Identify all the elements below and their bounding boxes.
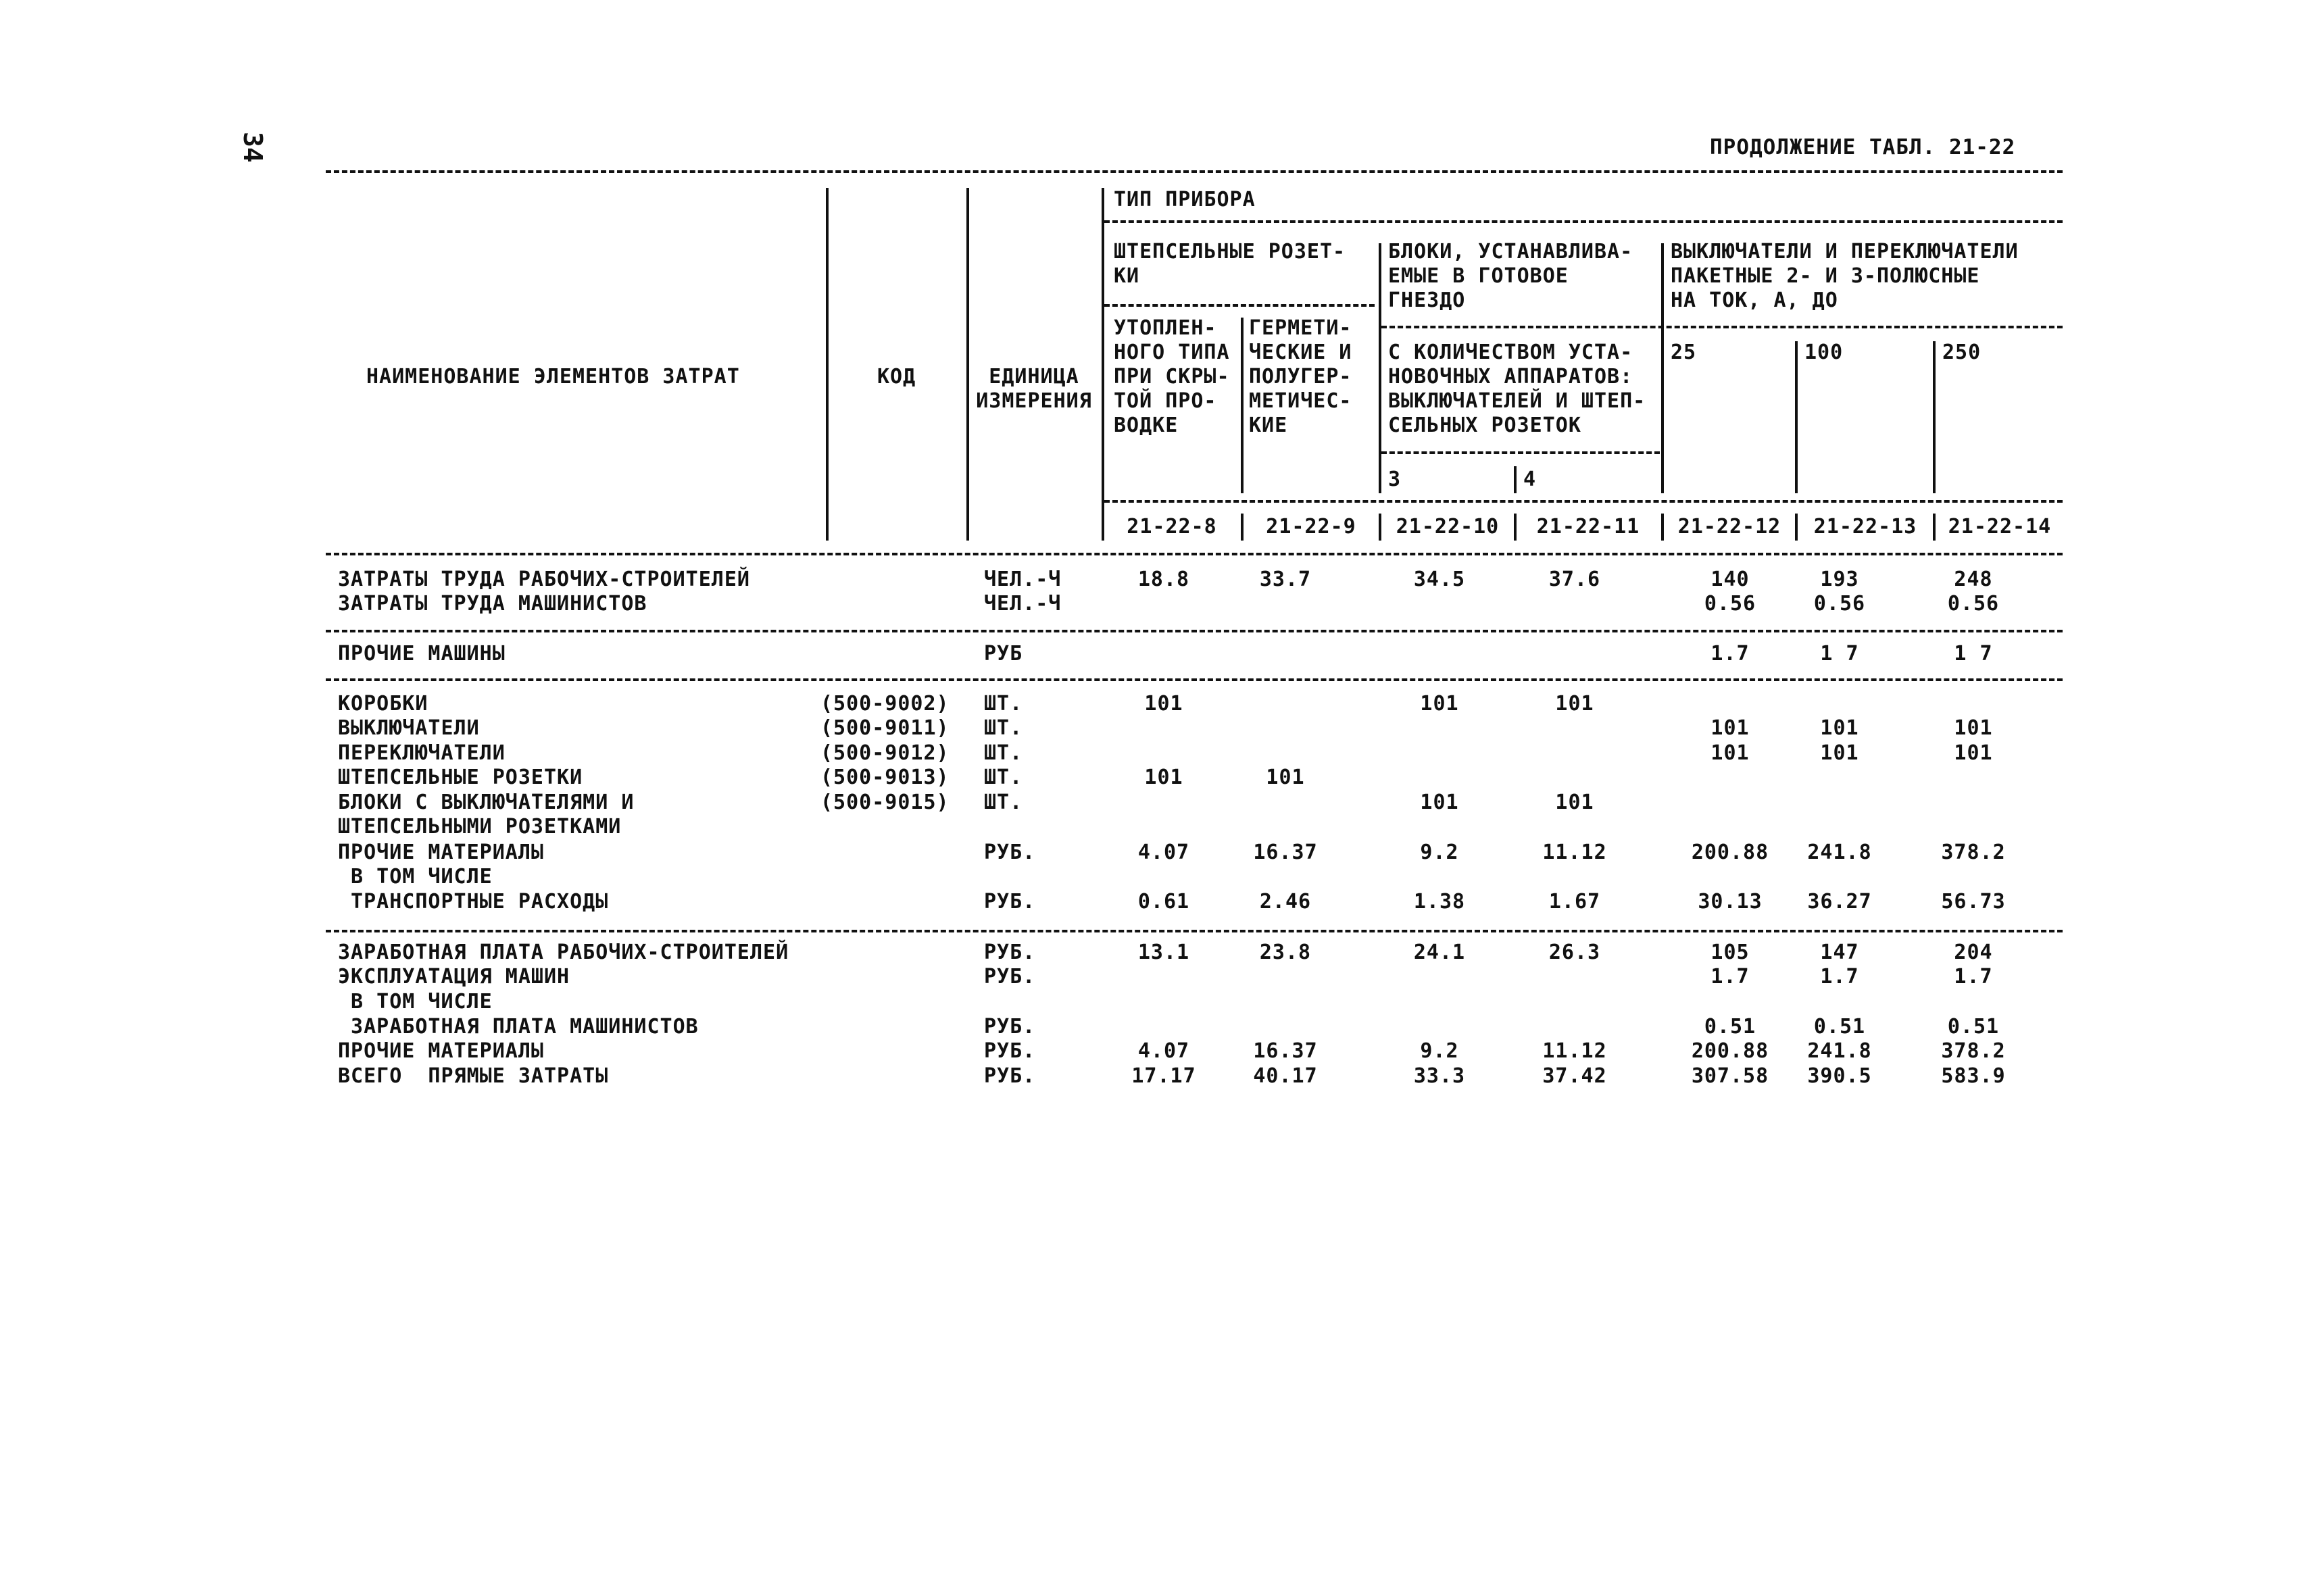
cell-value: 0.56 bbox=[1704, 592, 1756, 616]
row-name: ЗАРАБОТНАЯ ПЛАТА МАШИНИСТОВ bbox=[338, 1015, 699, 1039]
cell-value: 0.51 bbox=[1813, 1015, 1866, 1039]
row-name: ШТЕПСЕЛЬНЫМИ РОЗЕТКАМИ bbox=[338, 815, 622, 839]
cell-value: 1.67 bbox=[1548, 890, 1601, 914]
header-group-a-sub2: ГЕРМЕТИ- bbox=[1249, 316, 1352, 340]
row-unit: ШТ. bbox=[984, 791, 1023, 814]
header-divider bbox=[1241, 318, 1244, 493]
header-group-a: ШТЕПСЕЛЬНЫЕ РОЗЕТ- bbox=[1114, 240, 1346, 264]
row-name: БЛОКИ С ВЫКЛЮЧАТЕЛЯМИ И bbox=[338, 791, 635, 814]
header-group-a-sub2: ПОЛУГЕР- bbox=[1249, 365, 1352, 389]
header-group-c: ПАКЕТНЫЕ 2- И 3-ПОЛЮСНЫЕ bbox=[1671, 264, 1980, 288]
cell-value: 200.88 bbox=[1691, 841, 1769, 864]
cell-value: 16.37 bbox=[1253, 841, 1318, 864]
row-unit: ШТ. bbox=[984, 716, 1023, 740]
header-divider bbox=[1514, 466, 1517, 493]
cell-value: 2.46 bbox=[1259, 890, 1312, 914]
cell-value: 34.5 bbox=[1413, 568, 1466, 591]
cell-value: 11.12 bbox=[1542, 841, 1607, 864]
row-code: (500-9013) bbox=[820, 766, 950, 789]
cell-value: 390.5 bbox=[1807, 1064, 1872, 1088]
header-rule bbox=[1104, 500, 2063, 503]
header-rule bbox=[1104, 304, 1375, 307]
cell-value: 33.3 bbox=[1413, 1064, 1466, 1088]
cell-value: 40.17 bbox=[1253, 1064, 1318, 1088]
cell-value: 9.2 bbox=[1420, 841, 1459, 864]
row-name: ПРОЧИЕ МАТЕРИАЛЫ bbox=[338, 841, 544, 864]
row-name: ВСЕГО ПРЯМЫЕ ЗАТРАТЫ bbox=[338, 1064, 609, 1088]
header-group-b: ЕМЫЕ В ГОТОВОЕ bbox=[1388, 264, 1569, 288]
header-divider bbox=[966, 188, 969, 541]
cell-value: 378.2 bbox=[1941, 1039, 2006, 1063]
row-unit: РУБ. bbox=[984, 890, 1036, 914]
header-group-b-n2: 4 bbox=[1523, 468, 1537, 491]
cell-value: 9.2 bbox=[1420, 1039, 1459, 1063]
header-rule bbox=[1381, 326, 2063, 328]
cell-value: 23.8 bbox=[1259, 941, 1312, 964]
header-group-a-sub1: УТОПЛЕН- bbox=[1114, 316, 1217, 340]
row-unit: ЧЕЛ.-Ч bbox=[984, 592, 1062, 616]
cell-value: 193 bbox=[1820, 568, 1859, 591]
header-unit: ИЗМЕРЕНИЯ bbox=[976, 389, 1092, 413]
cell-value: 33.7 bbox=[1259, 568, 1312, 591]
cell-value: 101 bbox=[1144, 692, 1183, 716]
cell-value: 200.88 bbox=[1691, 1039, 1769, 1063]
row-name: КОРОБКИ bbox=[338, 692, 428, 716]
cell-value: 1 7 bbox=[1954, 642, 1993, 666]
header-group-c-a3: 250 bbox=[1942, 341, 1981, 364]
continuation-title: ПРОДОЛЖЕНИЕ ТАБЛ. 21-22 bbox=[1710, 135, 2016, 159]
col-code: 21-22-12 bbox=[1677, 515, 1781, 539]
cell-value: 1.7 bbox=[1954, 965, 1993, 989]
header-divider bbox=[1661, 243, 1664, 493]
section-rule bbox=[326, 930, 2063, 932]
cell-value: 13.1 bbox=[1137, 941, 1190, 964]
cell-value: 1.7 bbox=[1710, 642, 1750, 666]
header-group-a-sub1: ТОЙ ПРО- bbox=[1114, 389, 1217, 413]
row-unit: РУБ. bbox=[984, 1039, 1036, 1063]
header-group-a-sub2: ЧЕСКИЕ И bbox=[1249, 341, 1352, 364]
row-unit: РУБ. bbox=[984, 1015, 1036, 1039]
row-unit: РУБ. bbox=[984, 1064, 1036, 1088]
cell-value: 37.6 bbox=[1548, 568, 1601, 591]
header-divider bbox=[1379, 243, 1381, 493]
cell-value: 140 bbox=[1710, 568, 1750, 591]
cell-value: 37.42 bbox=[1542, 1064, 1607, 1088]
header-group-b-sub: НОВОЧНЫХ АППАРАТОВ: bbox=[1388, 365, 1633, 389]
cell-value: 56.73 bbox=[1941, 890, 2006, 914]
header-group-a-sub1: ВОДКЕ bbox=[1114, 414, 1179, 437]
row-unit: РУБ. bbox=[984, 965, 1036, 989]
page-number: 34 bbox=[238, 132, 268, 163]
cell-value: 16.37 bbox=[1253, 1039, 1318, 1063]
top-rule bbox=[326, 170, 2063, 173]
col-code: 21-22-13 bbox=[1813, 515, 1917, 539]
row-name: ЗАТРАТЫ ТРУДА РАБОЧИХ-СТРОИТЕЛЕЙ bbox=[338, 568, 750, 591]
row-name: ЗАРАБОТНАЯ ПЛАТА РАБОЧИХ-СТРОИТЕЛЕЙ bbox=[338, 941, 789, 964]
row-name: ЭКСПЛУАТАЦИЯ МАШИН bbox=[338, 965, 570, 989]
row-code: (500-9002) bbox=[820, 692, 950, 716]
cell-value: 1 7 bbox=[1820, 642, 1859, 666]
cell-value: 101 bbox=[1420, 791, 1459, 814]
row-name: ТРАНСПОРТНЫЕ РАСХОДЫ bbox=[338, 890, 609, 914]
header-name: НАИМЕНОВАНИЕ ЭЛЕМЕНТОВ ЗАТРАТ bbox=[366, 365, 740, 389]
cell-value: 101 bbox=[1710, 716, 1750, 740]
header-group-a: КИ bbox=[1114, 264, 1140, 288]
cell-value: 101 bbox=[1144, 766, 1183, 789]
cell-value: 0.56 bbox=[1947, 592, 2000, 616]
row-unit: ЧЕЛ.-Ч bbox=[984, 568, 1062, 591]
row-code: (500-9015) bbox=[820, 791, 950, 814]
cell-value: 1.7 bbox=[1820, 965, 1859, 989]
cell-value: 18.8 bbox=[1137, 568, 1190, 591]
cell-value: 105 bbox=[1710, 941, 1750, 964]
cell-value: 101 bbox=[1266, 766, 1305, 789]
row-unit: РУБ. bbox=[984, 841, 1036, 864]
row-unit: ШТ. bbox=[984, 692, 1023, 716]
cell-value: 1.7 bbox=[1710, 965, 1750, 989]
header-group-a-sub1: ПРИ СКРЫ- bbox=[1114, 365, 1230, 389]
header-divider bbox=[826, 188, 829, 541]
header-group-a-sub1: НОГО ТИПА bbox=[1114, 341, 1230, 364]
header-group-b: БЛОКИ, УСТАНАВЛИВА- bbox=[1388, 240, 1633, 264]
cell-value: 101 bbox=[1954, 716, 1993, 740]
row-unit: РУБ. bbox=[984, 941, 1036, 964]
cell-value: 11.12 bbox=[1542, 1039, 1607, 1063]
header-group-c: НА ТОК, А, ДО bbox=[1671, 289, 1838, 312]
cell-value: 30.13 bbox=[1698, 890, 1763, 914]
cell-value: 583.9 bbox=[1941, 1064, 2006, 1088]
cell-value: 101 bbox=[1820, 741, 1859, 765]
cell-value: 1.38 bbox=[1413, 890, 1466, 914]
cell-value: 4.07 bbox=[1137, 1039, 1190, 1063]
cell-value: 241.8 bbox=[1807, 1039, 1872, 1063]
row-unit: ШТ. bbox=[984, 766, 1023, 789]
header-group-b-sub: СЕЛЬНЫХ РОЗЕТОК bbox=[1388, 414, 1581, 437]
row-unit: ШТ. bbox=[984, 741, 1023, 765]
row-code: (500-9011) bbox=[820, 716, 950, 740]
cell-value: 101 bbox=[1954, 741, 1993, 765]
cell-value: 17.17 bbox=[1131, 1064, 1196, 1088]
header-group-c: ВЫКЛЮЧАТЕЛИ И ПЕРЕКЛЮЧАТЕЛИ bbox=[1671, 240, 2019, 264]
row-name: ШТЕПСЕЛЬНЫЕ РОЗЕТКИ bbox=[338, 766, 583, 789]
header-unit: ЕДИНИЦА bbox=[989, 365, 1079, 389]
header-bottom-rule bbox=[326, 553, 2063, 555]
header-group-a-sub2: МЕТИЧЕС- bbox=[1249, 389, 1352, 413]
cell-value: 36.27 bbox=[1807, 890, 1872, 914]
row-name: ПРОЧИЕ МАТЕРИАЛЫ bbox=[338, 1039, 544, 1063]
cell-value: 4.07 bbox=[1137, 841, 1190, 864]
cell-value: 0.61 bbox=[1137, 890, 1190, 914]
row-name: ЗАТРАТЫ ТРУДА МАШИНИСТОВ bbox=[338, 592, 647, 616]
col-code: 21-22-14 bbox=[1948, 515, 2052, 539]
cell-value: 26.3 bbox=[1548, 941, 1601, 964]
cell-value: 101 bbox=[1820, 716, 1859, 740]
col-code: 21-22-11 bbox=[1536, 515, 1640, 539]
cell-value: 0.56 bbox=[1813, 592, 1866, 616]
cell-value: 101 bbox=[1420, 692, 1459, 716]
header-rule bbox=[1381, 451, 1660, 454]
header-group-c-a2: 100 bbox=[1804, 341, 1844, 364]
cell-value: 147 bbox=[1820, 941, 1859, 964]
header-group-b: ГНЕЗДО bbox=[1388, 289, 1466, 312]
header-group-b-n1: 3 bbox=[1388, 468, 1402, 491]
row-unit: РУБ bbox=[984, 642, 1023, 666]
header-rule bbox=[1104, 220, 2063, 223]
cell-value: 0.51 bbox=[1704, 1015, 1756, 1039]
col-code: 21-22-9 bbox=[1266, 515, 1356, 539]
cell-value: 204 bbox=[1954, 941, 1993, 964]
header-group-a-sub2: КИЕ bbox=[1249, 414, 1288, 437]
header-group-b-sub: ВЫКЛЮЧАТЕЛЕЙ И ШТЕП- bbox=[1388, 389, 1646, 413]
row-code: (500-9012) bbox=[820, 741, 950, 765]
cell-value: 0.51 bbox=[1947, 1015, 2000, 1039]
section-rule bbox=[326, 630, 2063, 632]
row-name: ПЕРЕКЛЮЧАТЕЛИ bbox=[338, 741, 506, 765]
cell-value: 378.2 bbox=[1941, 841, 2006, 864]
header-code: КОД bbox=[877, 365, 916, 389]
section-rule bbox=[326, 678, 2063, 681]
row-name: В ТОМ ЧИСЛЕ bbox=[338, 865, 493, 889]
header-divider bbox=[1102, 188, 1104, 541]
header-divider bbox=[1933, 341, 1936, 493]
cell-value: 101 bbox=[1555, 692, 1594, 716]
row-name: ВЫКЛЮЧАТЕЛИ bbox=[338, 716, 480, 740]
header-group-b-sub: С КОЛИЧЕСТВОМ УСТА- bbox=[1388, 341, 1633, 364]
row-name: В ТОМ ЧИСЛЕ bbox=[338, 990, 493, 1014]
row-name: ПРОЧИЕ МАШИНЫ bbox=[338, 642, 506, 666]
cell-value: 307.58 bbox=[1691, 1064, 1769, 1088]
cell-value: 241.8 bbox=[1807, 841, 1872, 864]
header-type: ТИП ПРИБОРА bbox=[1114, 188, 1256, 211]
cell-value: 24.1 bbox=[1413, 941, 1466, 964]
cell-value: 101 bbox=[1710, 741, 1750, 765]
cell-value: 101 bbox=[1555, 791, 1594, 814]
cell-value: 248 bbox=[1954, 568, 1993, 591]
col-code: 21-22-8 bbox=[1127, 515, 1217, 539]
header-divider bbox=[1795, 341, 1798, 493]
col-code: 21-22-10 bbox=[1396, 515, 1500, 539]
header-group-c-a1: 25 bbox=[1671, 341, 1697, 364]
